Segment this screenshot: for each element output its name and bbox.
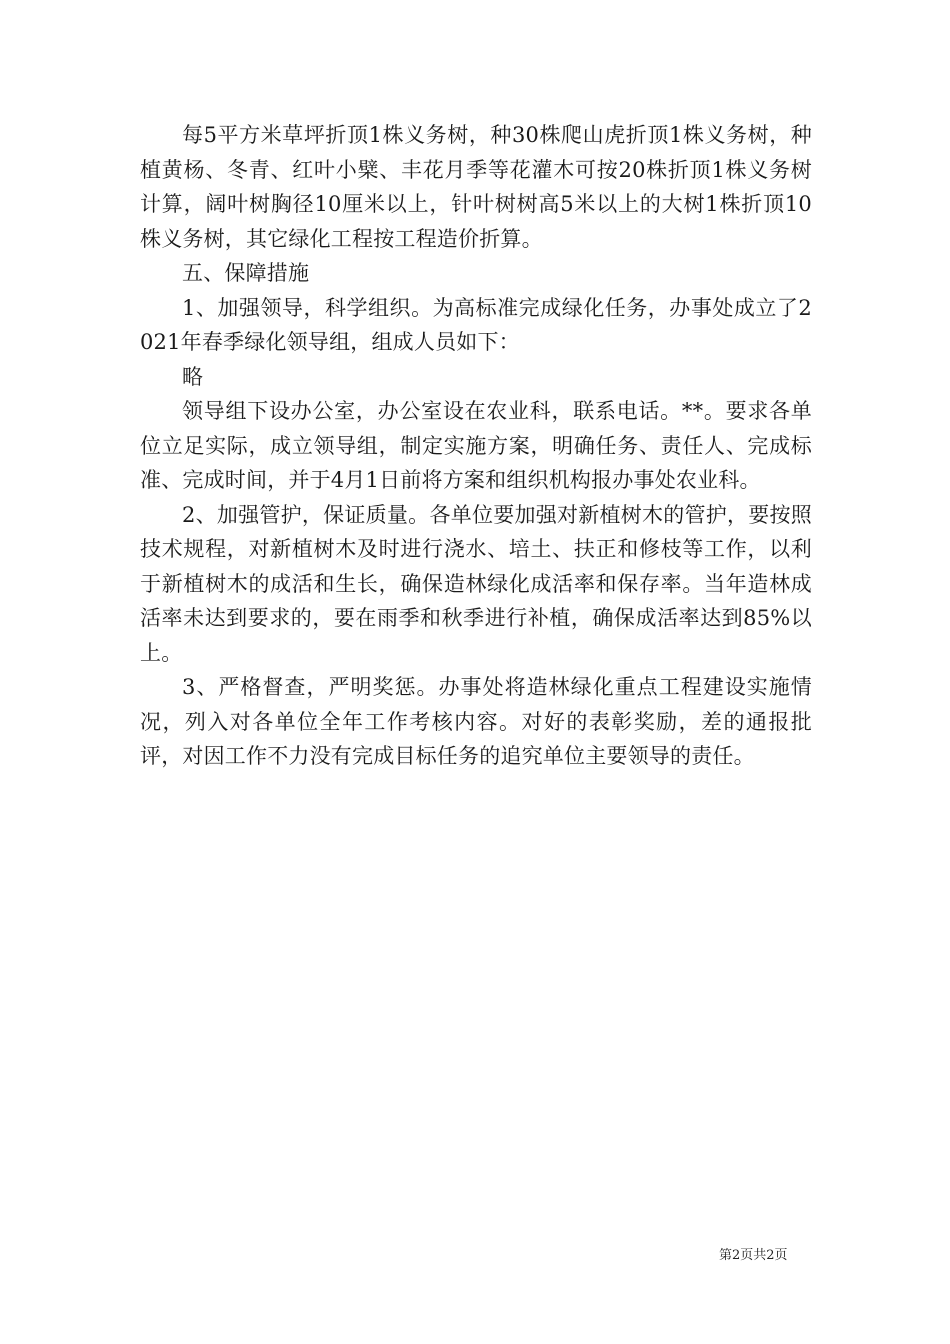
paragraph-greening-conversion: 每5平方米草坪折顶1株义务树，种30株爬山虎折顶1株义务树，种植黄杨、冬青、红叶小檗、丰花月季等花灌木可按20株折顶1株义务树计算，阔叶树胸径10厘米以上，针叶树树高5米以上的大树1株折顶10株义务树，其它绿化工程按工程造价折算。 [140,123,812,251]
paragraph-leadership: 1、加强领导，科学组织。为高标准完成绿化任务，办事处成立了2021年春季绿化领导组，组成人员如下： [140,295,812,354]
paragraph-omitted: 略 [182,364,204,389]
document-body [140,118,812,774]
paragraph-management: 2、加强管护，保证质量。各单位要加强对新植树木的管护，要按照技术规程，对新植树木及时进行浇水、培土、扶正和修枝等工作，以利于新植树木的成活和生长，确保造林绿化成活率和保存率。当年造林成活率未达到要求的，要在雨季和秋季进行补植，确保成活率达到85%以上。 [140,502,812,665]
paragraph-supervision: 3、严格督查，严明奖惩。办事处将造林绿化重点工程建设实施情况，列入对各单位全年工作考核内容。对好的表彰奖励，差的通报批评，对因工作不力没有完成目标任务的追究单位主要领导的责任。 [140,675,812,768]
section-heading-safeguards: 五、保障措施 [182,261,310,285]
page-number-footer: 第2页共2页 [719,1248,788,1263]
paragraph-office: 领导组下设办公室，办公室设在农业科，联系电话。**。要求各单位立足实际，成立领导组，制定实施方案，明确任务、责任人、完成标准、完成时间，并于4月1日前将方案和组织机构报办事处农业科。 [140,399,812,492]
